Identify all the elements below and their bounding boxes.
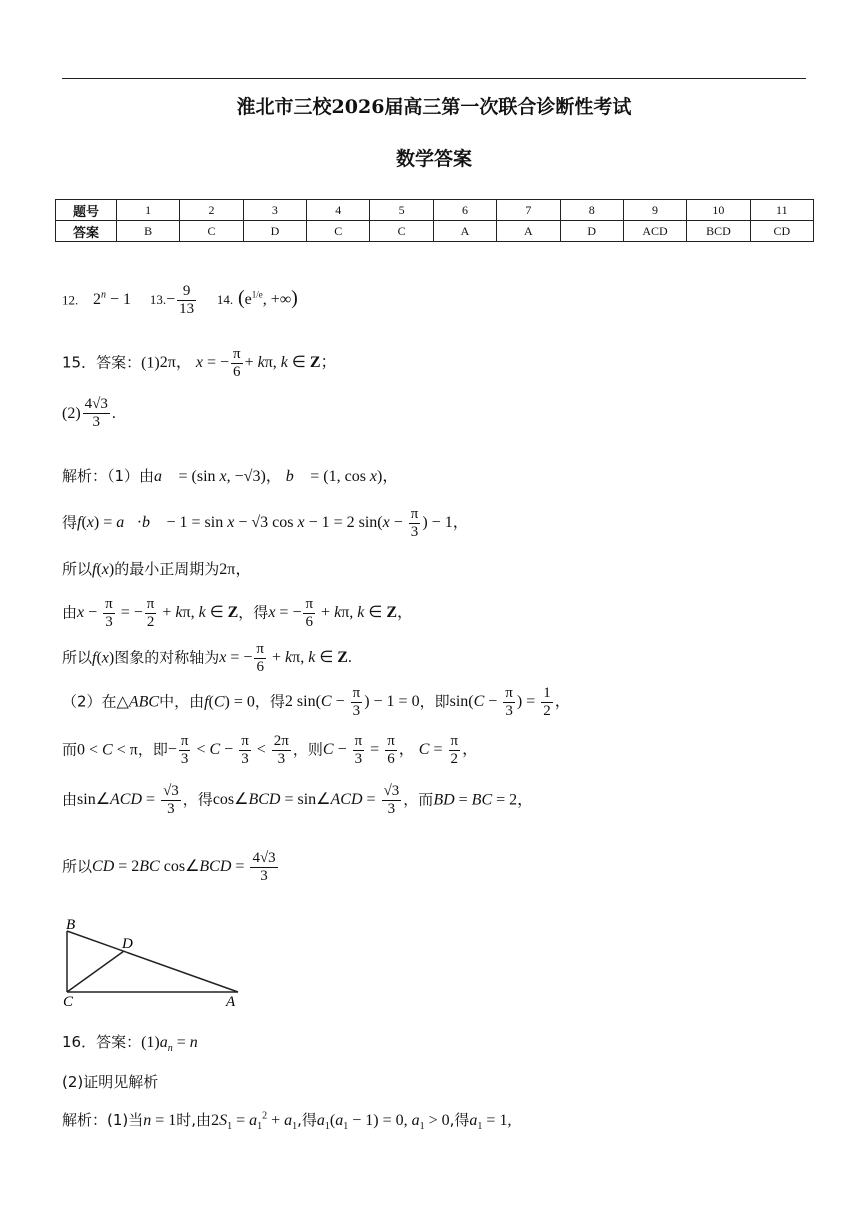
formula: $2S_1 = a_1^2 + a_1$ xyxy=(211,1110,298,1133)
table-cell: C xyxy=(307,221,370,242)
vertex-label-d: D xyxy=(122,936,133,952)
formula: CD = 2BC cos∠BCD = $\frac{4√3}{3}$ xyxy=(92,850,276,885)
q13-label: 13. xyxy=(149,292,167,308)
formula: x − $\frac{\pi}{3}$ = − $\frac{\pi}{2}$ + kπ, k ∈ Z xyxy=(77,596,239,631)
table-cell: 8 xyxy=(560,200,623,221)
q16-answer-line xyxy=(62,1031,198,1054)
part-1-label: (1) xyxy=(141,354,160,372)
q13-answer: − $\frac{9}{13}$ xyxy=(166,283,195,318)
text: 所以 xyxy=(62,560,93,578)
table-cell: BCD xyxy=(687,221,750,242)
analysis-label: 解析：(1)当 xyxy=(62,1111,144,1129)
table-cell: 10 xyxy=(687,200,750,221)
fill-in-answers xyxy=(62,283,298,319)
row-label: 答案 xyxy=(56,221,117,242)
formula: − $\frac{\pi}{3}$ < C − $\frac{\pi}{3}$ < $\frac{2\pi}{3}$ xyxy=(167,733,289,768)
text: 由 xyxy=(62,790,78,809)
q14-label: 14. xyxy=(216,292,234,308)
q16-analysis-line-1 xyxy=(62,1109,511,1132)
table-cell: 5 xyxy=(370,200,433,221)
q14-answer: ($e^{1/e}$, +∞) xyxy=(237,287,298,310)
formula: f(x) = a⃗·b⃗ − 1 = sin x − √3 cos x − 1 = 2 sin(x − $\frac{\pi}{3}$ ) − 1， xyxy=(77,506,469,541)
q15-answer-line xyxy=(62,346,337,382)
text: 而 xyxy=(62,740,78,759)
triangle-figure xyxy=(60,912,260,1012)
table-cell: 1 xyxy=(117,200,180,221)
text: ，则 xyxy=(292,740,323,759)
text: ，得 xyxy=(254,692,285,711)
table-cell: D xyxy=(560,221,623,242)
q16-answer-part2: (2)证明见解析 xyxy=(62,1073,159,1091)
text: 所以 xyxy=(62,648,93,667)
row-label: 题号 xyxy=(56,200,117,221)
q15-analysis-line-8 xyxy=(62,783,533,819)
table-cell: D xyxy=(243,221,306,242)
q12-answer: $2^n - 1$ xyxy=(93,290,132,309)
q15-analysis-line-6 xyxy=(62,685,571,721)
formula: f(x) xyxy=(92,649,115,667)
formula: BD = BC = 2， xyxy=(433,791,534,809)
text: ,得 xyxy=(297,1111,317,1129)
formula: n = 1 xyxy=(143,1112,177,1129)
text: 的最小正周期为 xyxy=(114,560,220,578)
vertex-label-c: C xyxy=(63,994,74,1010)
formula: a⃗ = (sin x, −√3)， b⃗ = (1, cos x)， xyxy=(154,468,399,485)
q15-answer-part2 xyxy=(62,396,116,432)
q16-label: 16．答案： xyxy=(62,1033,142,1051)
q15-analysis-line-2 xyxy=(62,506,469,542)
formula: 2π， x = − $\frac{\pi}{6}$ + kπ, k ∈ Z； xyxy=(159,346,337,381)
table-cell: B xyxy=(117,221,180,242)
punctuation: . xyxy=(111,404,116,422)
q12-label: 12. xyxy=(62,292,79,308)
top-rule xyxy=(62,78,806,79)
vertex-label-b: B xyxy=(66,917,76,933)
side-ab xyxy=(67,931,238,992)
formula: f(C) = 0 xyxy=(204,693,255,711)
text: 图象的对称轴为 xyxy=(114,648,220,667)
document-subtitle: 数学答案 xyxy=(395,148,472,170)
formula: x = − $\frac{\pi}{6}$ + kπ, k ∈ Z， xyxy=(268,596,413,631)
answer-table xyxy=(55,199,814,242)
formula: cos∠BCD = sin∠ACD = $\frac{√3}{3}$ xyxy=(212,783,400,818)
formula: f(x) xyxy=(92,561,115,578)
table-cell: A xyxy=(433,221,496,242)
text: 得 xyxy=(62,513,78,532)
text: 时,由 xyxy=(176,1111,212,1129)
formula: 0 < C < π xyxy=(77,741,138,759)
table-cell: 11 xyxy=(750,200,813,221)
table-cell: 7 xyxy=(497,200,560,221)
table-cell: 6 xyxy=(433,200,496,221)
table-cell: C xyxy=(180,221,243,242)
table-cell: C xyxy=(370,221,433,242)
table-cell: 9 xyxy=(623,200,686,221)
q15-analysis-line-7 xyxy=(62,733,478,769)
text: ，即 xyxy=(419,692,450,711)
segment-cd xyxy=(67,951,124,992)
table-cell: 2 xyxy=(180,200,243,221)
vertex-label-a: A xyxy=(226,994,236,1010)
formula: C − $\frac{\pi}{3}$ = $\frac{\pi}{6}$ ， C = $\frac{\pi}{2}$ ， xyxy=(322,733,479,768)
text: ，得 xyxy=(238,603,269,622)
formula: sin(C − $\frac{\pi}{3}$ ) = $\frac{1}{2}$ ， xyxy=(449,685,571,720)
formula: x = − $\frac{\pi}{6}$ + kπ, k ∈ Z. xyxy=(219,641,352,676)
formula: $a_1(a_1 - 1) = 0$, $a_1 > 0$ xyxy=(316,1112,450,1133)
table-cell: 3 xyxy=(243,200,306,221)
text: （2）在 xyxy=(62,692,117,711)
text: ,得 xyxy=(449,1111,470,1129)
q15-analysis-line-3 xyxy=(62,556,251,579)
table-cell: ACD xyxy=(623,221,686,242)
q15-analysis-line-4 xyxy=(62,596,413,632)
formula: sin∠ACD = $\frac{√3}{3}$ xyxy=(77,783,179,818)
formula: $a_n = n$ xyxy=(159,1034,198,1055)
formula: $\frac{4√3}{3}$ xyxy=(84,396,108,431)
table-cell: CD xyxy=(750,221,813,242)
part-2-label: (2) xyxy=(62,404,81,422)
question-number-row xyxy=(56,200,814,221)
q15-analysis-line-5 xyxy=(62,641,352,677)
text: 所以 xyxy=(62,857,93,876)
text: ，即 xyxy=(137,740,168,759)
text: ，而 xyxy=(403,790,434,809)
document-title: 淮北市三校2026届高三第一次联合诊断性考试 xyxy=(236,96,632,118)
formula: 2 sin(C − $\frac{\pi}{3}$ ) − 1 = 0 xyxy=(284,685,420,720)
part-1-label: (1) xyxy=(141,1034,160,1051)
answer-row xyxy=(56,221,814,242)
formula: 2π， xyxy=(219,561,252,578)
analysis-label: 解析：（1）由 xyxy=(62,467,155,485)
formula: $a_1 = 1$, xyxy=(469,1112,512,1133)
text: 中，由 xyxy=(159,692,205,711)
text: 由 xyxy=(62,603,78,622)
q15-analysis-line-1 xyxy=(62,463,398,486)
q15-label: 15．答案： xyxy=(62,353,142,372)
q15-analysis-line-9 xyxy=(62,850,280,886)
table-cell: 4 xyxy=(307,200,370,221)
formula: △ABC xyxy=(116,693,160,711)
table-cell: A xyxy=(497,221,560,242)
text: ，得 xyxy=(182,790,213,809)
